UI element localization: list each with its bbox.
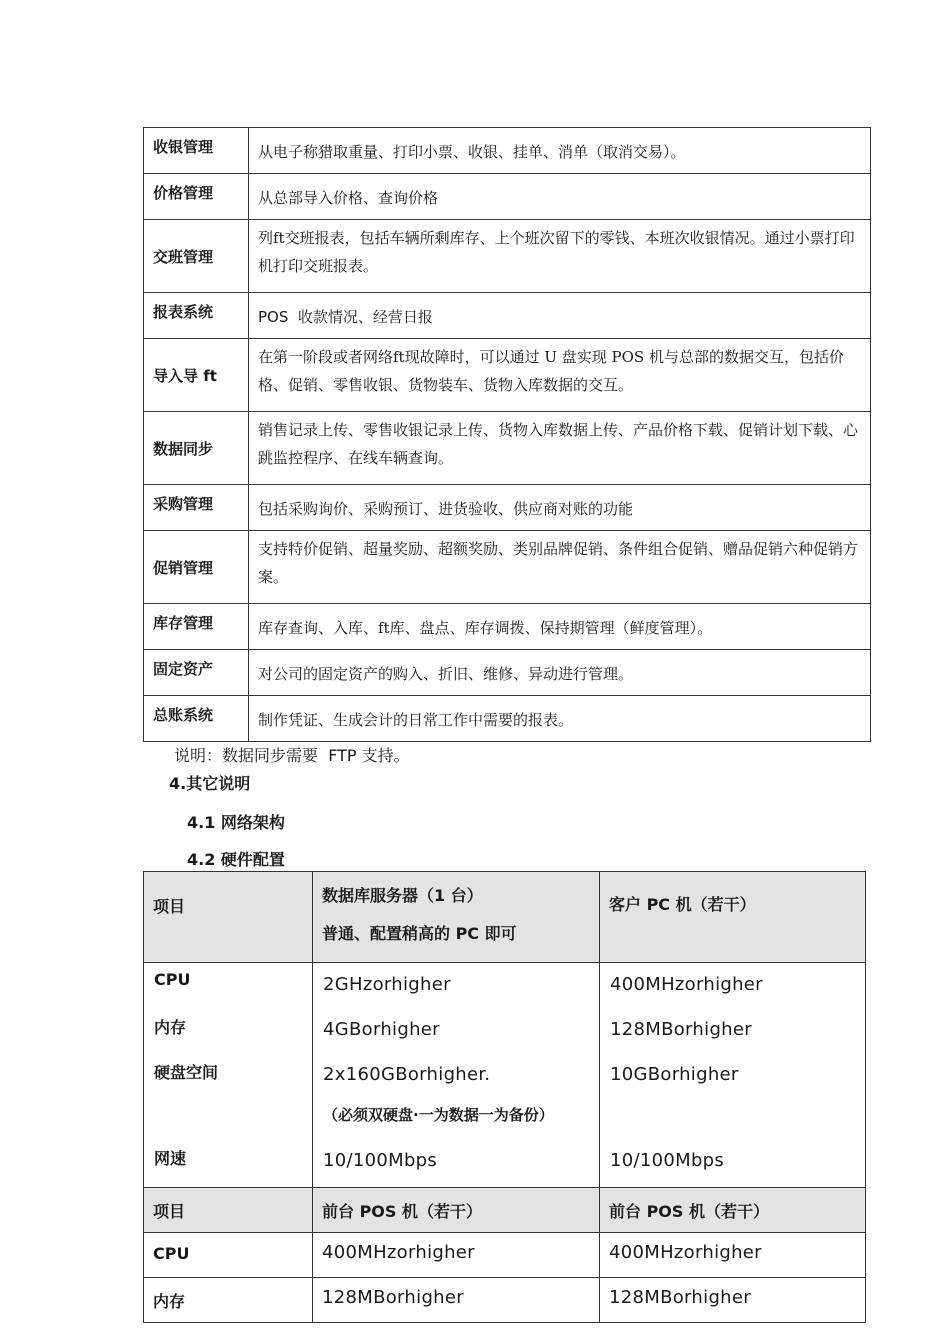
header-client: 客户 PC 机（若干） [600, 872, 866, 963]
label-network: 网速 [154, 1149, 187, 1168]
label-memory: 内存 [154, 1018, 187, 1037]
server-cpu: 2GHzorhigher [323, 974, 451, 995]
header-server-line2: 普通、配置稍高的 PC 即可 [322, 924, 517, 943]
table-row [144, 963, 866, 1188]
function-desc: 从总部导入价格、查询价格 [249, 174, 871, 220]
pos-b-memory: 128MBorhigher [600, 1278, 866, 1323]
table-row [144, 696, 871, 742]
function-desc: 制作凭证、生成会计的日常工作中需要的报表。 [249, 696, 871, 742]
header-server-line1: 数据库服务器（1 台） [322, 886, 483, 905]
table-header-row [144, 872, 866, 963]
server-memory: 4GBorhigher [323, 1019, 440, 1040]
table-row [144, 531, 871, 604]
table-row [144, 1233, 866, 1278]
function-desc: 支持特价促销、超量奖励、超额奖励、类别品牌促销、条件组合促销、赠品促销六种促销方案。 [249, 531, 871, 604]
server-specs [313, 963, 600, 1188]
spec-labels [144, 963, 313, 1188]
function-desc: 在第一阶段或者网络ft现故障时，可以通过 U 盘实现 POS 机与总部的数据交互，包括价格、促销、零售收银、货物装车、货物入库数据的交互。 [249, 339, 871, 412]
function-name: 固定资产 [144, 650, 249, 696]
server-disk-note: （必须双硬盘·一为数据一为备份） [323, 1106, 554, 1124]
label-disk: 硬盘空间 [154, 1063, 219, 1082]
function-name: 导入导 ft [144, 339, 249, 412]
label-cpu: CPU [144, 1233, 313, 1278]
function-name: 报表系统 [144, 293, 249, 339]
function-name: 库存管理 [144, 604, 249, 650]
function-desc: 对公司的固定资产的购入、折旧、维修、异动进行管理。 [249, 650, 871, 696]
client-specs [600, 963, 866, 1188]
function-desc: 从电子称猎取重量、打印小票、收银、挂单、消单（取消交易）。 [249, 128, 871, 174]
header-pos-a: 前台 POS 机（若干） [313, 1188, 600, 1233]
table-row [144, 220, 871, 293]
hardware-table [143, 871, 866, 1323]
function-name: 采购管理 [144, 485, 249, 531]
pos-b-cpu: 400MHzorhigher [600, 1233, 866, 1278]
table-row [144, 604, 871, 650]
header-item: 项目 [144, 1188, 313, 1233]
table-row [144, 339, 871, 412]
table-row [144, 485, 871, 531]
function-name: 收银管理 [144, 128, 249, 174]
function-desc: 库存查询、入库、ft库、盘点、库存调拨、保持期管理（鲜度管理）。 [249, 604, 871, 650]
header-item: 项目 [144, 872, 313, 963]
note-ftp: FTP [328, 746, 357, 765]
pos-label: POS [258, 308, 289, 326]
function-name: 价格管理 [144, 174, 249, 220]
subsection-heading-hardware: 4.2 硬件配置 [187, 850, 285, 869]
client-memory: 128MBorhigher [610, 1019, 752, 1040]
function-desc: 收款情况、经营日报 [297, 308, 433, 326]
function-table [143, 127, 871, 742]
function-name: 交班管理 [144, 220, 249, 293]
section-heading: 4.其它说明 [169, 774, 251, 793]
table-row [144, 412, 871, 485]
pos-a-cpu: 400MHzorhigher [313, 1233, 600, 1278]
client-disk: 10GBorhigher [610, 1064, 739, 1085]
note-prefix: 说明：数据同步需要 [174, 746, 319, 765]
table-row [144, 1278, 866, 1323]
function-desc: 包括采购询价、采购预订、进货验收、供应商对账的功能 [249, 485, 871, 531]
function-desc-cell [249, 293, 871, 339]
label-memory: 内存 [144, 1278, 313, 1323]
function-desc: 列ft交班报表，包括车辆所剩库存、上个班次留下的零钱、本班次收银情况。通过小票打印机打印交班报表。 [249, 220, 871, 293]
table-row [144, 128, 871, 174]
client-cpu: 400MHzorhigher [610, 974, 763, 995]
function-name: 总账系统 [144, 696, 249, 742]
note-suffix: 支持。 [361, 746, 410, 765]
pos-a-memory: 128MBorhigher [313, 1278, 600, 1323]
server-network: 10/100Mbps [323, 1150, 438, 1171]
server-disk: 2x160GBorhigher. [323, 1064, 491, 1085]
label-cpu: CPU [154, 970, 191, 989]
header-server [313, 872, 600, 963]
function-desc: 销售记录上传、零售收银记录上传、货物入库数据上传、产品价格下载、促销计划下载、心跳监控程序、在线车辆查询。 [249, 412, 871, 485]
table-row [144, 650, 871, 696]
function-name: 促销管理 [144, 531, 249, 604]
note-text [174, 743, 410, 766]
function-name: 数据同步 [144, 412, 249, 485]
header-pos-b: 前台 POS 机（若干） [600, 1188, 866, 1233]
subsection-heading-network: 4.1 网络架构 [187, 813, 285, 832]
client-network: 10/100Mbps [610, 1150, 725, 1171]
table-row [144, 174, 871, 220]
table-row [144, 293, 871, 339]
table-header-row [144, 1188, 866, 1233]
